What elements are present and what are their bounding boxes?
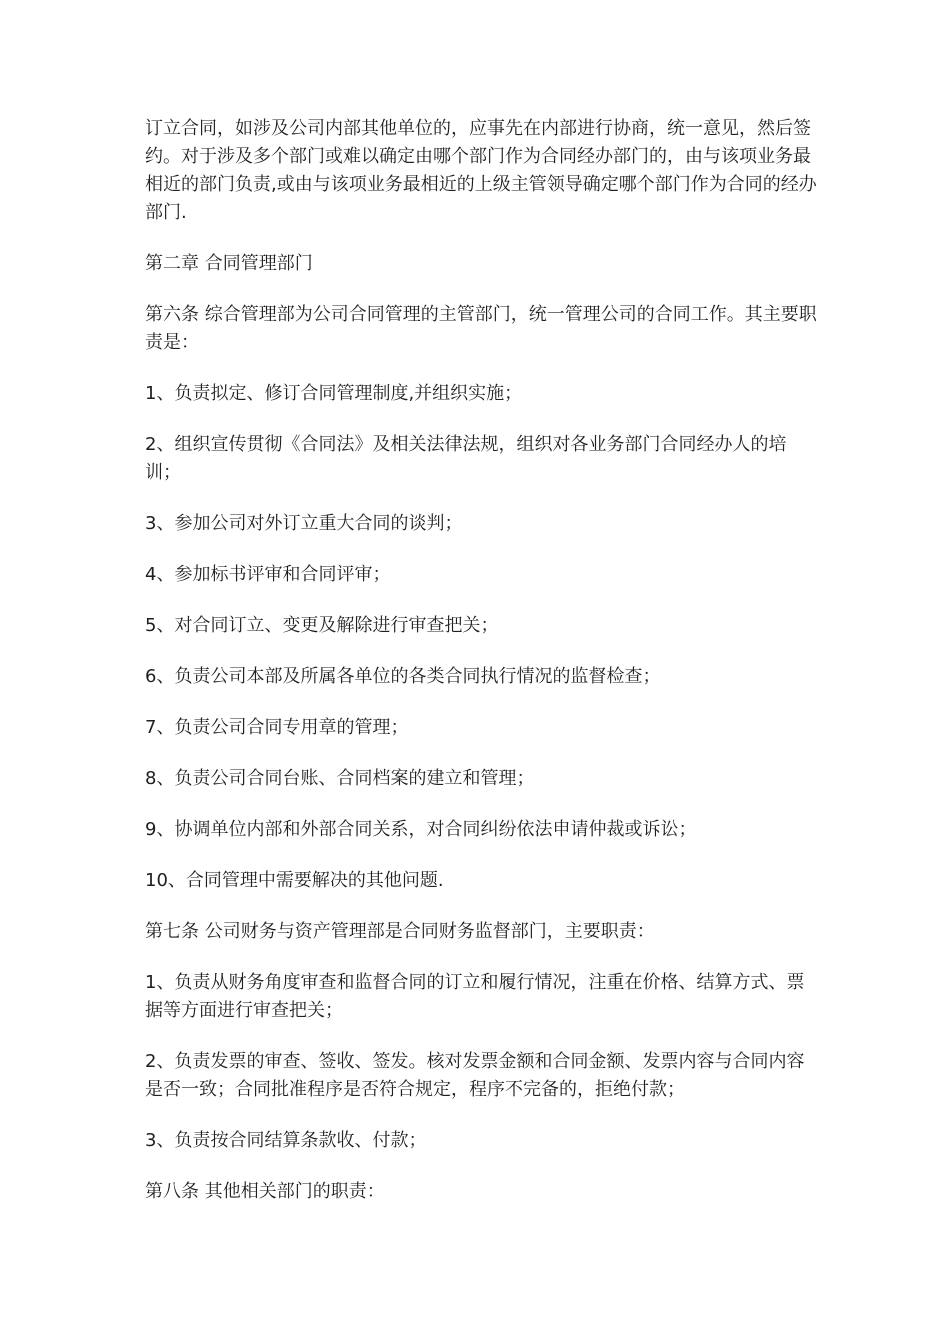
list-item: 5、对合同订立、变更及解除进行审查把关；	[145, 615, 499, 636]
document-body	[145, 115, 817, 1229]
list-item: 10、合同管理中需要解决的其他问题.	[145, 870, 444, 891]
list-item: 8、负责公司合同台账、合同档案的建立和管理；	[145, 768, 535, 789]
list-item: 9、协调单位内部和外部合同关系，对合同纠纷依法申请仲裁或诉讼；	[145, 819, 697, 840]
list-item: 3、参加公司对外订立重大合同的谈判；	[145, 513, 463, 534]
list-item: 1、负责从财务角度审查和监督合同的订立和履行情况，注重在价格、结算方式、票据等方面进行审查把关；	[145, 972, 805, 1021]
article-seven: 第七条 公司财务与资产管理部是合同财务监督部门，主要职责：	[145, 921, 655, 942]
chapter-two-heading: 第二章 合同管理部门	[145, 253, 313, 274]
list-item: 6、负责公司本部及所属各单位的各类合同执行情况的监督检查；	[145, 666, 661, 687]
list-item: 2、负责发票的审查、签收、签发。核对发票金额和合同金额、发票内容与合同内容是否一致；合同批准程序是否符合规定，程序不完备的，拒绝付款；	[145, 1051, 805, 1100]
list-item: 2、组织宣传贯彻《合同法》及相关法律法规，组织对各业务部门合同经办人的培训；	[145, 434, 787, 483]
list-item: 1、负责拟定、修订合同管理制度,并组织实施；	[145, 383, 523, 404]
article-six: 第六条 综合管理部为公司合同管理的主管部门，统一管理公司的合同工作。其主要职责是：	[145, 304, 817, 353]
list-item: 3、负责按合同结算条款收、付款；	[145, 1130, 427, 1151]
list-item: 4、参加标书评审和合同评审；	[145, 564, 391, 585]
list-item: 7、负责公司合同专用章的管理；	[145, 717, 409, 738]
paragraph-contract-signing: 订立合同，如涉及公司内部其他单位的，应事先在内部进行协商，统一意见，然后签约。对于涉及多个部门或难以确定由哪个部门作为合同经办部门的，由与该项业务最相近的部门负责,或由与该项业务最相近的上级主管领导确定哪个部门作为合同的经办部门.	[145, 118, 817, 223]
article-eight: 第八条 其他相关部门的职责：	[145, 1181, 385, 1202]
